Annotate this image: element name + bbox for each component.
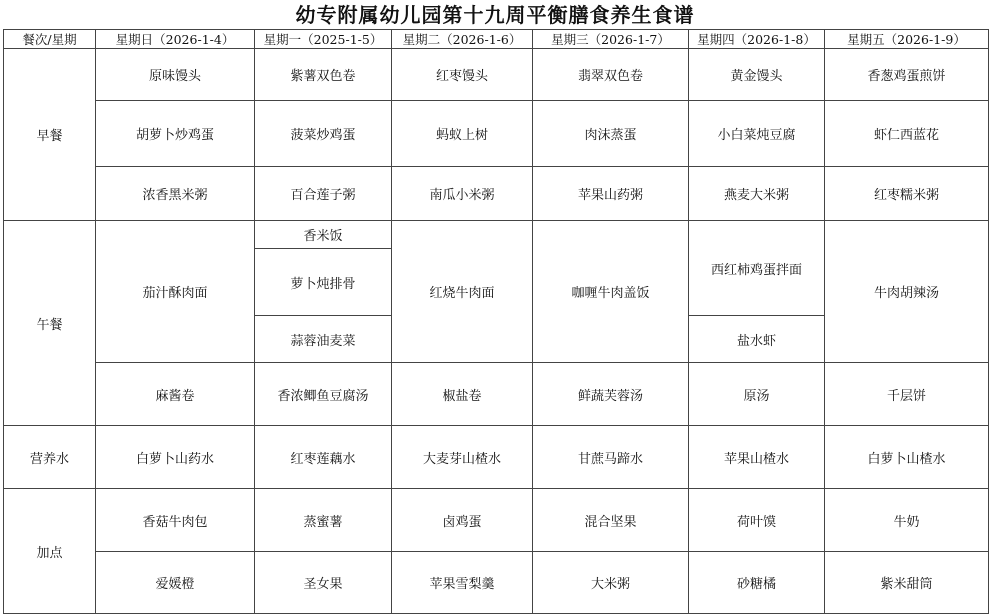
menu-cell: 香菇牛肉包 bbox=[96, 489, 255, 552]
meal-label-water: 营养水 bbox=[4, 426, 96, 489]
header-corner: 餐次/星期 bbox=[4, 30, 96, 49]
page-title: 幼专附属幼儿园第十九周平衡膳食养生食谱 bbox=[295, 3, 695, 27]
menu-cell: 牛奶 bbox=[825, 489, 989, 552]
menu-cell: 翡翠双色卷 bbox=[533, 49, 689, 101]
menu-cell: 苹果雪梨羹 bbox=[392, 552, 533, 614]
menu-cell: 虾仁西蓝花 bbox=[825, 101, 989, 167]
menu-cell: 大麦芽山楂水 bbox=[392, 426, 533, 489]
header-day-wednesday: 星期三（2026-1-7） bbox=[533, 30, 689, 49]
menu-cell: 香葱鸡蛋煎饼 bbox=[825, 49, 989, 101]
lunch-row-5 bbox=[4, 363, 989, 426]
menu-cell: 胡萝卜炒鸡蛋 bbox=[96, 101, 255, 167]
menu-cell: 红枣馒头 bbox=[392, 49, 533, 101]
menu-cell: 白萝卜山楂水 bbox=[825, 426, 989, 489]
menu-cell: 白萝卜山药水 bbox=[96, 426, 255, 489]
menu-cell: 混合坚果 bbox=[533, 489, 689, 552]
menu-cell: 红枣莲藕水 bbox=[255, 426, 392, 489]
menu-cell: 红烧牛肉面 bbox=[392, 221, 533, 363]
menu-cell: 牛肉胡辣汤 bbox=[825, 221, 989, 363]
meal-label-lunch: 午餐 bbox=[4, 221, 96, 426]
menu-cell: 爱媛橙 bbox=[96, 552, 255, 614]
menu-cell: 苹果山楂水 bbox=[689, 426, 825, 489]
menu-cell: 蒸蜜薯 bbox=[255, 489, 392, 552]
menu-cell: 茄汁酥肉面 bbox=[96, 221, 255, 363]
snack-row-1 bbox=[4, 489, 989, 552]
header-row bbox=[4, 30, 989, 49]
menu-cell: 甘蔗马蹄水 bbox=[533, 426, 689, 489]
menu-cell: 盐水虾 bbox=[689, 316, 825, 363]
breakfast-row-2 bbox=[4, 101, 989, 167]
menu-cell: 紫米甜筒 bbox=[825, 552, 989, 614]
menu-cell: 椒盐卷 bbox=[392, 363, 533, 426]
menu-cell: 燕麦大米粥 bbox=[689, 167, 825, 221]
menu-table bbox=[3, 29, 989, 614]
lunch-row-1 bbox=[4, 221, 989, 249]
menu-cell: 香浓鲫鱼豆腐汤 bbox=[255, 363, 392, 426]
header-day-thursday: 星期四（2026-1-8） bbox=[689, 30, 825, 49]
water-row bbox=[4, 426, 989, 489]
menu-cell: 香米饭 bbox=[255, 221, 392, 249]
meal-label-snack: 加点 bbox=[4, 489, 96, 614]
menu-cell: 小白菜炖豆腐 bbox=[689, 101, 825, 167]
menu-cell: 西红柿鸡蛋拌面 bbox=[689, 221, 825, 316]
header-day-tuesday: 星期二（2026-1-6） bbox=[392, 30, 533, 49]
menu-cell: 浓香黑米粥 bbox=[96, 167, 255, 221]
header-day-sunday: 星期日（2026-1-4） bbox=[96, 30, 255, 49]
menu-cell: 卤鸡蛋 bbox=[392, 489, 533, 552]
menu-cell: 圣女果 bbox=[255, 552, 392, 614]
menu-cell: 荷叶馍 bbox=[689, 489, 825, 552]
menu-cell: 原味馒头 bbox=[96, 49, 255, 101]
menu-cell: 紫薯双色卷 bbox=[255, 49, 392, 101]
breakfast-row-3 bbox=[4, 167, 989, 221]
menu-cell: 南瓜小米粥 bbox=[392, 167, 533, 221]
meal-label-breakfast: 早餐 bbox=[4, 49, 96, 221]
menu-cell: 黄金馒头 bbox=[689, 49, 825, 101]
header-day-friday: 星期五（2026-1-9） bbox=[825, 30, 989, 49]
header-day-monday: 星期一（2025-1-5） bbox=[255, 30, 392, 49]
menu-cell: 百合莲子粥 bbox=[255, 167, 392, 221]
menu-cell: 原汤 bbox=[689, 363, 825, 426]
menu-cell: 菠菜炒鸡蛋 bbox=[255, 101, 392, 167]
menu-cell: 鲜蔬芙蓉汤 bbox=[533, 363, 689, 426]
breakfast-row-1 bbox=[4, 49, 989, 101]
menu-cell: 红枣糯米粥 bbox=[825, 167, 989, 221]
menu-cell: 蒜蓉油麦菜 bbox=[255, 316, 392, 363]
snack-row-2 bbox=[4, 552, 989, 614]
menu-cell: 大米粥 bbox=[533, 552, 689, 614]
menu-cell: 咖喱牛肉盖饭 bbox=[533, 221, 689, 363]
menu-cell: 千层饼 bbox=[825, 363, 989, 426]
menu-cell: 蚂蚁上树 bbox=[392, 101, 533, 167]
menu-cell: 苹果山药粥 bbox=[533, 167, 689, 221]
menu-cell: 麻酱卷 bbox=[96, 363, 255, 426]
menu-cell: 肉沫蒸蛋 bbox=[533, 101, 689, 167]
menu-cell: 砂糖橘 bbox=[689, 552, 825, 614]
menu-cell: 萝卜炖排骨 bbox=[255, 249, 392, 316]
